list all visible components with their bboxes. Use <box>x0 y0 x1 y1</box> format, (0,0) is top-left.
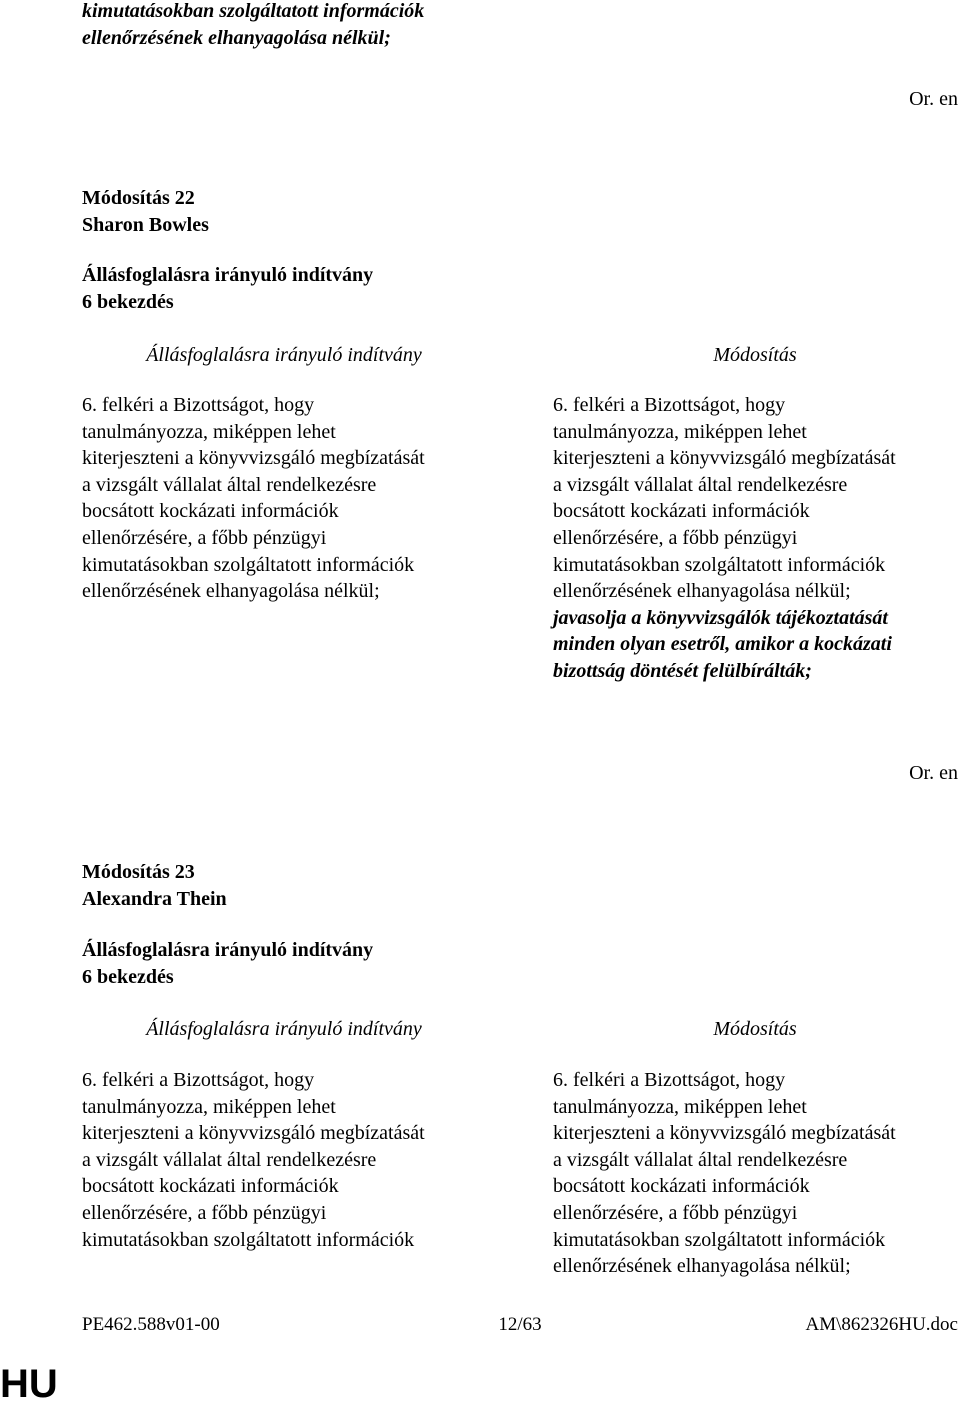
footer-page-number: 12/63 <box>498 1314 542 1335</box>
origin-language: Or. en <box>909 88 958 110</box>
amendment-author: Alexandra Thein <box>82 887 227 910</box>
top-continuation <box>82 0 424 51</box>
text-line: ellenőrzésére, a főbb pénzügyi <box>553 1201 798 1224</box>
text-line: a vizsgált vállalat által rendelkezésre <box>82 1148 377 1171</box>
amended-text <box>553 392 896 685</box>
text-line: kimutatásokban szolgáltatott információk <box>82 0 425 22</box>
text-line: a vizsgált vállalat által rendelkezésre <box>553 1148 848 1171</box>
text-line: kiterjeszteni a könyvvizsgáló megbízatását <box>82 447 425 470</box>
original-text <box>82 392 425 605</box>
footer-file-name: AM\862326HU.doc <box>805 1314 958 1335</box>
added-text-line: bizottság döntését felülbírálták; <box>553 659 812 682</box>
language-code: HU <box>0 1362 58 1406</box>
text-line: tanulmányozza, miképpen lehet <box>553 1095 807 1118</box>
amended-text <box>553 1067 896 1280</box>
text-line: tanulmányozza, miképpen lehet <box>82 420 336 443</box>
text-line: tanulmányozza, miképpen lehet <box>553 420 807 443</box>
text-line: kimutatásokban szolgáltatott információk <box>553 553 886 576</box>
amendment-target <box>82 262 373 315</box>
text-line: bocsátott kockázati információk <box>553 500 810 523</box>
original-text <box>82 1067 425 1253</box>
text-line: 6. felkéri a Bizottságot, hogy <box>82 394 315 416</box>
text-line: ellenőrzésének elhanyagolása nélkül; <box>82 580 380 603</box>
paragraph-ref: 6 bekezdés <box>82 290 174 313</box>
amendment-header <box>82 859 227 912</box>
amendment-header <box>82 185 209 238</box>
text-line: kiterjeszteni a könyvvizsgáló megbízatását <box>82 1122 425 1145</box>
column-head-original: Állásfoglalásra irányuló indítvány <box>146 344 422 366</box>
text-line: ellenőrzésére, a főbb pénzügyi <box>553 526 798 549</box>
text-line: 6. felkéri a Bizottságot, hogy <box>82 1069 315 1091</box>
added-text-line: javasolja a könyvvizsgálók tájékoztatását <box>553 606 888 629</box>
column-head-amendment: Módosítás <box>713 1018 797 1040</box>
text-line: 6. felkéri a Bizottságot, hogy <box>553 394 786 416</box>
amendment-target <box>82 937 373 990</box>
added-text-line: minden olyan esetről, amikor a kockázati <box>553 633 892 656</box>
text-line: ellenőrzésére, a főbb pénzügyi <box>82 1201 327 1224</box>
footer-doc-ref: PE462.588v01-00 <box>82 1314 220 1335</box>
origin-language: Or. en <box>909 762 958 784</box>
text-line: a vizsgált vállalat által rendelkezésre <box>82 473 377 496</box>
amendment-number: Módosítás 22 <box>82 187 195 209</box>
text-line: kiterjeszteni a könyvvizsgáló megbízatását <box>553 447 896 470</box>
text-line: bocsátott kockázati információk <box>82 1175 339 1198</box>
text-line: tanulmányozza, miképpen lehet <box>82 1095 336 1118</box>
amendment-author: Sharon Bowles <box>82 213 209 236</box>
text-line: ellenőrzésének elhanyagolása nélkül; <box>553 580 851 603</box>
text-line: 6. felkéri a Bizottságot, hogy <box>553 1069 786 1091</box>
motion-title: Állásfoglalásra irányuló indítvány <box>82 264 374 286</box>
motion-title: Állásfoglalásra irányuló indítvány <box>82 939 374 961</box>
text-line: ellenőrzésének elhanyagolása nélkül; <box>82 26 391 49</box>
paragraph-ref: 6 bekezdés <box>82 965 174 988</box>
text-line: kimutatásokban szolgáltatott információk <box>553 1228 886 1251</box>
text-line: kimutatásokban szolgáltatott információk <box>82 553 415 576</box>
column-head-amendment: Módosítás <box>713 344 797 366</box>
amendment-number: Módosítás 23 <box>82 861 195 883</box>
text-line: ellenőrzésére, a főbb pénzügyi <box>82 526 327 549</box>
text-line: kiterjeszteni a könyvvizsgáló megbízatását <box>553 1122 896 1145</box>
column-head-original: Állásfoglalásra irányuló indítvány <box>146 1018 422 1040</box>
text-line: kimutatásokban szolgáltatott információk <box>82 1228 415 1251</box>
text-line: bocsátott kockázati információk <box>82 500 339 523</box>
text-line: bocsátott kockázati információk <box>553 1175 810 1198</box>
text-line: ellenőrzésének elhanyagolása nélkül; <box>553 1255 851 1278</box>
text-line: a vizsgált vállalat által rendelkezésre <box>553 473 848 496</box>
